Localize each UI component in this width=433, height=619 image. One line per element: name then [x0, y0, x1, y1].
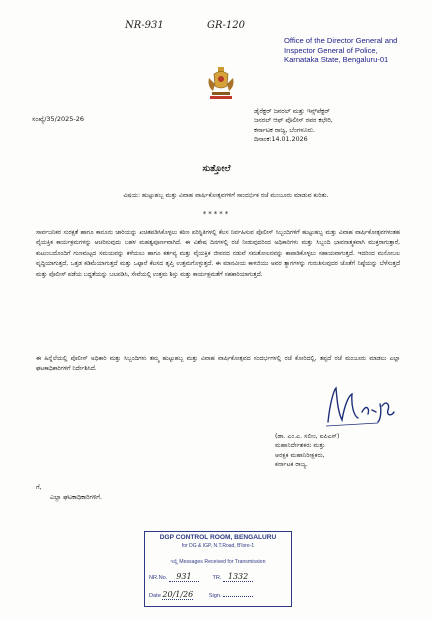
handwritten-gr-number: GR-120	[207, 20, 245, 31]
signatory-designation: ಮಹಾನಿರ್ದೇಶಕರು ಮತ್ತು	[275, 442, 326, 450]
reference-office-line-3: ಕರ್ನಾಟಕ ರಾಜ್ಯ, ಬೆಂಗಳೂರು.	[254, 126, 315, 134]
reference-office-block	[254, 107, 333, 144]
cc-recipients: ಎಲ್ಲಾ ಘಟಕಾಧಿಕಾರಿಗಳಿಗೆ.	[50, 494, 102, 501]
stamp-address: for DG & IGP, N.T.Road, B'lore-1	[181, 543, 255, 549]
signature	[318, 382, 408, 430]
handwritten-nr-number: NR-931	[125, 20, 164, 31]
control-room-stamp	[144, 531, 292, 607]
reference-office-line-2: ಜನರಲ್ ಆಫ್ ಪೊಲೀಸ್ ರವರ ಕಛೇರಿ,	[254, 117, 333, 125]
cc-label: ಗೆ,	[36, 484, 42, 491]
office-line-3: Karnataka State, Bengaluru-01	[284, 55, 389, 65]
signatory-block	[275, 432, 339, 470]
stamp-sign-line	[223, 596, 253, 597]
reference-office-line-1: ಡೈರೆಕ್ಟರ್ ಜನರಲ್ ಮತ್ತು ಇನ್ಸ್‌ಪೆಕ್ಟರ್	[254, 108, 330, 115]
stamp-tr-label: TR.	[212, 575, 222, 581]
body-paragraph-1: ಸಾರ್ವಜನಿಕರ ಸುರಕ್ಷತೆ ಹಾಗೂ ಕಾನೂನು ಜಾರಿಯನ್ನು ಖಚಿತಪಡಿಸಿಕೊಳ್ಳಲು ಕಠಿಣ ಪರಿಸ್ಥಿತಿಗಳಲ್ಲಿ ಕೆಲಸ ನಿರ್ವಹಿಸುವ ಪೊಲೀಸ್ ಸಿಬ್ಬಂದಿಗಳಿಗೆ ಹುಟ್ಟುಹಬ್ಬ ಮತ್ತು ವಿವಾಹ ವಾರ್ಷಿಕೋತ್ಸವಗಳಂತಹ ವೈಯಕ್ತಿಕ ಕಾರ್ಯಕ್ರಮಗಳನ್ನು ಆಚರಿಸುವುದು ಬಹಳ ಮಹತ್ವಪೂರ್ಣವಾಗಿದೆ. ಈ ವಿಶೇಷ ದಿನಗಳಲ್ಲಿ ರಜೆ ನೀಡುವುದರಿಂದ ಅಧಿಕಾರಿಗಳು ಮತ್ತು ಸಿಬ್ಬಂದಿ ಭಾವನಾತ್ಮಕವಾಗಿ ಮುಕ್ತರಾಗುತ್ತಾರೆ, ಕುಟುಂಬದೊಂದಿಗೆ ಗುಣಮಟ್ಟದ ಸಮಯವನ್ನು ಕಳೆಯಲು ಹಾಗೂ ಕರ್ತವ್ಯ ಮತ್ತು ವೈಯಕ್ತಿಕ ಜೀವನದ ನಡುವೆ ಸಮತೋಲನವನ್ನು ಕಾಪಾಡಿಕೊಳ್ಳಲು ಸಹಾಯವಾಗುತ್ತದೆ. ಇದರಿಂದ ಮನೋಬಲ ವೃದ್ಧಿಯಾಗುತ್ತದೆ, ಒತ್ತಡ ಕಡಿಮೆಯಾಗುತ್ತದೆ ಮತ್ತು ಒಟ್ಟಾರೆ ಕೆಲಸದ ತೃಪ್ತಿ ಉತ್ತಮಗೊಳ್ಳುತ್ತದೆ. ಈ ಮಾನವೀಯ ಕಾಳಜಿಯು ಅವರ ತ್ಯಾಗಗಳನ್ನು ಗುರುತಿಸುವುದರ ಜೊತೆಗೆ ನಿಷ್ಠೆಯನ್ನು ಬೆಳೆಸುತ್ತದೆ ಮತ್ತು ಪೊಲೀಸ್ ಪಡೆಯ ಬದ್ಧತೆಯನ್ನು ಬಲಪಡಿಸಿ, ಸೇವೆಯಲ್ಲಿ ಉತ್ತಮ ಶಿಸ್ತು ಮತ್ತು ಕಾರ್ಯಕ್ಷಮತೆಗೆ ಸಹಕಾರಿಯಾಗುತ್ತದೆ.	[36, 230, 400, 278]
stamp-date-value: 20/1/26	[162, 590, 194, 599]
stamp-sign-label: Sign.	[208, 593, 222, 599]
reference-date: ದಿನಾಂಕ:14.01.2026	[254, 135, 308, 143]
stamp-date-label: Date	[149, 593, 161, 599]
stamp-title: DGP CONTROL ROOM, BENGALURU	[159, 534, 277, 541]
office-header	[284, 36, 424, 65]
reference-number: ಸಂಖ್ಯೆ/35/2025-26	[32, 115, 85, 123]
stamp-tr-value: 1332	[223, 572, 253, 582]
signatory-state: ಕರ್ನಾಟಕ ರಾಜ್ಯ.	[275, 461, 308, 469]
office-line-1: Office of the Director General and	[284, 36, 398, 45]
state-emblem-icon	[206, 66, 236, 102]
stamp-number-row	[149, 572, 253, 582]
separator-stars: *****	[202, 210, 231, 218]
subject-line: ವಿಷಯ: ಹುಟ್ಟುಹಬ್ಬ ಮತ್ತು ವಿವಾಹ ವಾರ್ಷಿಕೋತ್ಸವಗಳಿಗೆ ಸಾಂದರ್ಭಿಕ ರಜೆ ಮಂಜೂರು ಮಾಡುವ ಕುರಿತು.	[123, 192, 329, 199]
stamp-nr-value: 931	[169, 572, 199, 582]
stamp-nr-label: NR.No.	[149, 575, 168, 581]
signatory-name: (ಡಾ. ಎಂ.ಎ. ಸಲೀಂ, ಐಪಿಎಸ್)	[275, 433, 340, 440]
stamp-date-row	[149, 590, 253, 600]
circular-title: ಸುತ್ತೋಲೆ	[202, 164, 231, 174]
body-paragraph-2: ಈ ಹಿನ್ನೆಲೆಯಲ್ಲಿ ಪೊಲೀಸ್ ಅಧಿಕಾರಿ ಮತ್ತು ಸಿಬ್ಬಂದಿಗಳು ತಮ್ಮ ಹುಟ್ಟುಹಬ್ಬ ಮತ್ತು ವಿವಾಹ ವಾರ್ಷಿಕೋತ್ಸವದ ಸಂದರ್ಭಗಳಲ್ಲಿ ರಜೆ ಕೋರಿದಲ್ಲಿ, ತಪ್ಪದೆ ರಜೆ ಮಂಜೂರು ಮಾಡಲು ಎಲ್ಲಾ ಘಟಕಾಧಿಕಾರಿಗಳಿಗೆ ನಿರ್ದೇಶಿಸಿದೆ.	[36, 356, 400, 373]
stamp-received-text: ಇಲ್ಲಿ Messages Received for Transmission	[170, 559, 266, 565]
signatory-designation-2: ಆರಕ್ಷಕ ಮಹಾನಿರೀಕ್ಷಕರು,	[275, 451, 325, 459]
office-line-2: Inspector General of Police,	[284, 45, 378, 55]
